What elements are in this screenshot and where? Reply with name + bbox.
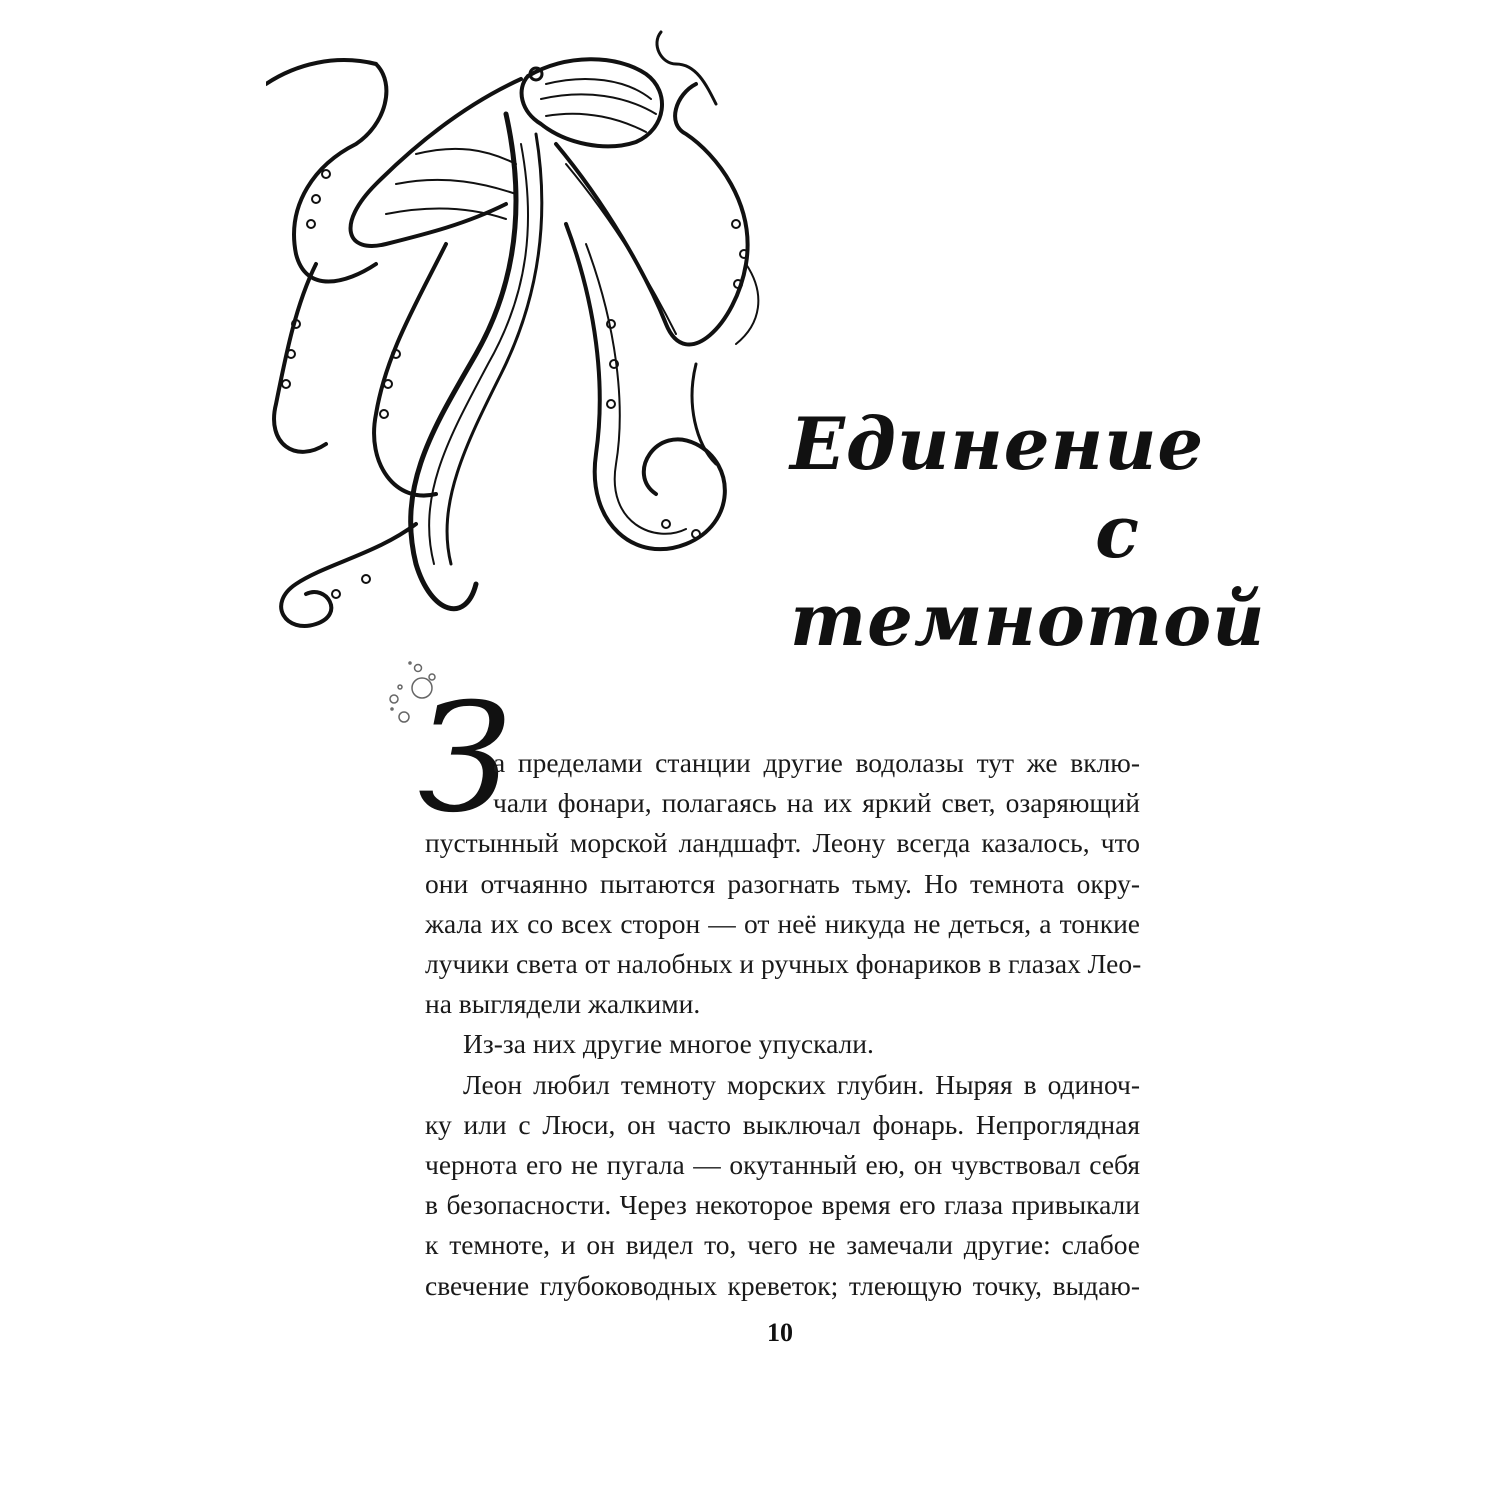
text-line: жала их со всех сторон — от неё никуда не деться, а тонкие <box>425 907 1140 939</box>
paragraph <box>425 1024 1140 1064</box>
text-line: они отчаянно пытаются разогнать тьму. Но темнота окру- <box>425 867 1140 899</box>
text-line: ку или с Люси, он часто выключал фонарь. Непроглядная <box>425 1108 1140 1140</box>
text-line: чали фонари, полагаясь на их яркий свет, озаряющий <box>493 787 1140 819</box>
octopus-illustration <box>266 24 786 636</box>
octopus-icon <box>266 24 786 636</box>
text-line: свечение глубоководных креветок; тлеющую точку, выдаю- <box>425 1269 1140 1301</box>
text-line: пустынный морской ландшафт. Леону всегда казалось, что <box>425 827 1140 859</box>
text-line: Из-за них другие многое упускали. <box>463 1028 874 1060</box>
drop-cap: З <box>418 672 512 846</box>
body-text <box>425 743 1140 1306</box>
chapter-title-line-1: Единение <box>790 401 1205 487</box>
paragraph <box>425 1065 1140 1306</box>
text-line: Леон любил темноту морских глубин. Ныряя в одиноч- <box>463 1068 1140 1100</box>
text-line: а пределами станции другие водолазы тут же вклю- <box>493 747 1140 778</box>
text-line: чернота его не пугала — окутанный ею, он чувствовал себя <box>425 1149 1140 1181</box>
text-line: на выглядели жалкими. <box>425 988 701 1020</box>
page-number: 10 <box>767 1318 793 1347</box>
paragraph <box>425 743 1140 1024</box>
text-line: в безопасности. Через некоторое время его глаза привыкали <box>425 1189 1140 1221</box>
chapter-title <box>790 400 1266 664</box>
text-line: к темноте, и он видел то, чего не замечали другие: слабое <box>425 1229 1140 1261</box>
text-line: лучики света от налобных и ручных фонариков в глазах Лео- <box>425 948 1142 980</box>
chapter-title-line-2: с темнотой <box>790 489 1266 663</box>
